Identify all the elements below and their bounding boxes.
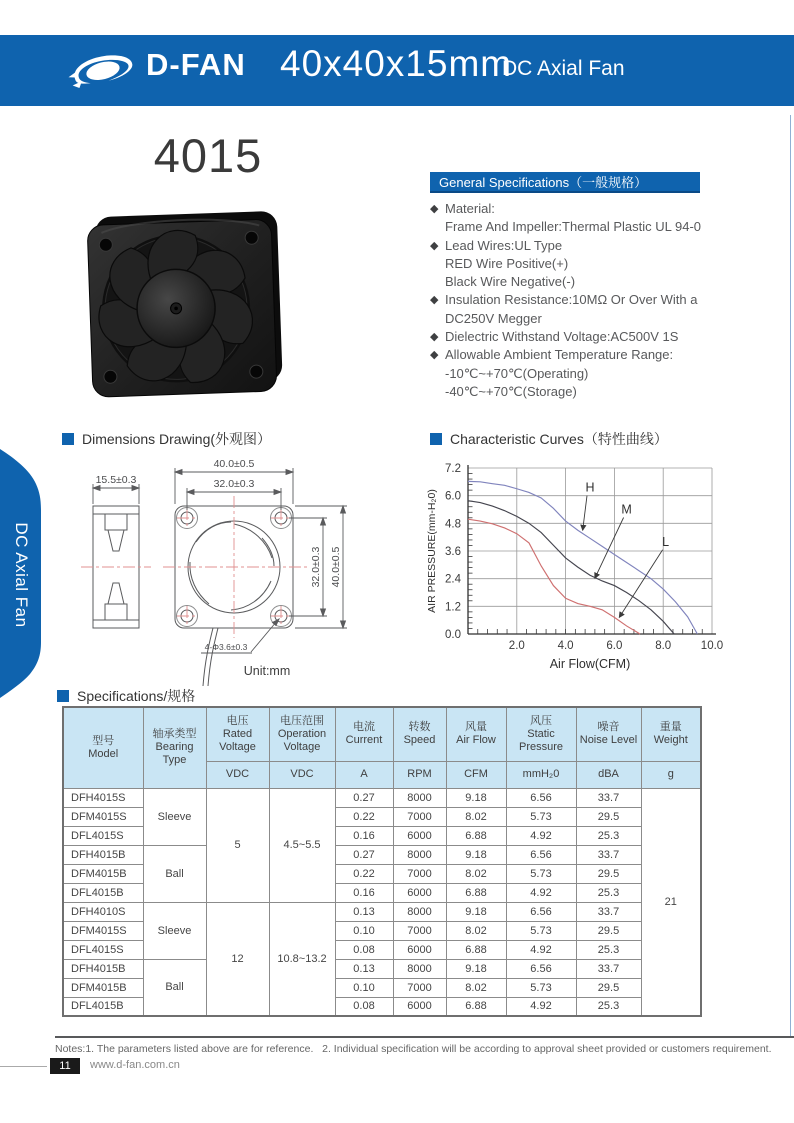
table-cell: 6000	[393, 997, 446, 1016]
brand-name: D-FAN	[146, 47, 246, 82]
table-cell: Sleeve	[143, 902, 206, 959]
y-axis-label: AIR PRESSURE(mm-H₂0)	[426, 489, 438, 613]
x-tick-label: 10.0	[700, 640, 724, 652]
table-cell: 6.56	[506, 959, 576, 978]
table-cell: 8000	[393, 902, 446, 921]
x-tick-label: 6.0	[606, 640, 623, 652]
table-cell: 4.92	[506, 940, 576, 959]
brand-logo-icon	[62, 49, 142, 93]
table-cell: DFM4015B	[63, 978, 143, 997]
table-cell: 25.3	[576, 997, 641, 1016]
dim-outer-height: 40.0±0.5	[330, 546, 342, 588]
table-cell: 0.22	[335, 807, 393, 826]
table-cell: DFL4015S	[63, 826, 143, 845]
unit-header: g	[641, 761, 701, 788]
table-cell: DFM4015S	[63, 807, 143, 826]
table-cell: 0.10	[335, 978, 393, 997]
product-size-title: 40x40x15mm	[280, 43, 513, 84]
spec-line: ◆ Insulation Resistance:10MΩ Or Over With a	[430, 291, 760, 309]
table-cell: 0.27	[335, 845, 393, 864]
spec-line: Black Wire Negative(-)	[445, 274, 576, 290]
table-cell: 5.73	[506, 978, 576, 997]
x-tick-label: 4.0	[557, 640, 574, 652]
dimensions-section-title: Dimensions Drawing(外观图）	[82, 431, 272, 447]
table-cell: 33.7	[576, 902, 641, 921]
footer-line	[0, 1066, 47, 1067]
table-cell: 29.5	[576, 864, 641, 883]
table-cell: 7000	[393, 864, 446, 883]
x-tick-label: 2.0	[508, 640, 525, 652]
notes-divider	[55, 1036, 794, 1038]
table-cell: 5.73	[506, 807, 576, 826]
table-cell: 8000	[393, 788, 446, 807]
table-cell: 6.56	[506, 788, 576, 807]
spec-line: RED Wire Positive(+)	[445, 255, 569, 271]
table-cell: 9.18	[446, 902, 506, 921]
table-cell: 21	[641, 788, 701, 1016]
diamond-bullet-icon: ◆	[430, 203, 439, 215]
spec-line: ◆ Material:	[430, 200, 760, 218]
unit-header: mmH₂0	[506, 761, 576, 788]
table-cell: 33.7	[576, 845, 641, 864]
table-cell: 7000	[393, 978, 446, 997]
table-cell: 6.88	[446, 826, 506, 845]
col-header: 风量 Air Flow	[446, 707, 506, 761]
table-row	[63, 788, 701, 807]
spec-line: ◆ Allowable Ambient Temperature Range:	[430, 346, 760, 364]
diamond-bullet-icon: ◆	[430, 294, 439, 307]
dim-hole-pitch-width: 32.0±0.3	[213, 478, 255, 490]
table-cell: DFH4015S	[63, 788, 143, 807]
table-cell: DFH4010S	[63, 902, 143, 921]
characteristic-curves-chart	[424, 454, 736, 687]
table-cell: 25.3	[576, 940, 641, 959]
table-cell: 0.16	[335, 826, 393, 845]
table-cell: 9.18	[446, 845, 506, 864]
curve-label-H: H	[585, 480, 595, 495]
y-tick-label: 3.6	[445, 546, 461, 558]
table-cell: DFM4015B	[63, 864, 143, 883]
dim-outer-width: 40.0±0.5	[213, 458, 255, 470]
unit-header: CFM	[446, 761, 506, 788]
table-cell: DFL4015B	[63, 883, 143, 902]
table-cell: 0.22	[335, 864, 393, 883]
table-cell: 12	[206, 902, 269, 1016]
table-cell: DFH4015B	[63, 845, 143, 864]
table-row	[63, 902, 701, 921]
y-tick-label: 1.2	[445, 601, 461, 614]
table-cell: 25.3	[576, 883, 641, 902]
table-cell: 6000	[393, 826, 446, 845]
table-cell: 8000	[393, 959, 446, 978]
diamond-bullet-icon: ◆	[430, 349, 439, 362]
table-cell: DFM4015S	[63, 921, 143, 940]
section-bullet-icon	[57, 690, 69, 702]
unit-header: dBA	[576, 761, 641, 788]
side-tab-label: DC Axial Fan	[12, 522, 31, 628]
spec-line: -40℃~+70℃(Storage)	[445, 383, 577, 399]
table-cell: 29.5	[576, 807, 641, 826]
table-cell: 9.18	[446, 959, 506, 978]
table-cell: 4.92	[506, 997, 576, 1016]
table-cell: 10.8~13.2	[269, 902, 335, 1016]
dimensions-drawing	[55, 454, 420, 694]
table-cell: 33.7	[576, 959, 641, 978]
table-cell: 0.08	[335, 997, 393, 1016]
table-cell: 6.88	[446, 997, 506, 1016]
table-cell: 8.02	[446, 978, 506, 997]
table-cell: Ball	[143, 845, 206, 902]
table-cell: 5.73	[506, 864, 576, 883]
dim-hole-note: 4-Φ3.6±0.3	[204, 642, 248, 652]
table-cell: DFL4015S	[63, 940, 143, 959]
table-cell: 8000	[393, 845, 446, 864]
dim-hole-pitch-height: 32.0±0.3	[310, 546, 322, 588]
y-tick-label: 2.4	[445, 573, 461, 586]
table-cell: 0.10	[335, 921, 393, 940]
table-cell: 0.13	[335, 959, 393, 978]
curve-M	[468, 501, 674, 634]
table-cell: 8.02	[446, 864, 506, 883]
header-bar	[0, 35, 794, 106]
col-header: 型号 Model	[63, 707, 143, 788]
website-text: www.d-fan.com.cn	[90, 1059, 180, 1071]
table-cell: 8.02	[446, 807, 506, 826]
table-cell: 5.73	[506, 921, 576, 940]
table-cell: 33.7	[576, 788, 641, 807]
y-tick-label: 7.2	[445, 463, 461, 475]
diamond-bullet-icon: ◆	[430, 239, 439, 252]
diamond-bullet-icon: ◆	[430, 331, 439, 344]
table-cell: 6000	[393, 940, 446, 959]
table-cell: Sleeve	[143, 788, 206, 845]
spec-line: Frame And Impeller:Thermal Plastic UL 94-0	[445, 219, 702, 235]
table-row	[63, 959, 701, 978]
dimensions-section-header	[62, 429, 271, 449]
table-cell: 4.92	[506, 826, 576, 845]
y-tick-label: 4.8	[445, 518, 461, 531]
table-cell: 29.5	[576, 978, 641, 997]
x-tick-label: 8.0	[655, 640, 672, 652]
specifications-table	[62, 706, 702, 1017]
table-cell: 5	[206, 788, 269, 902]
col-header: 电压 Rated Voltage	[206, 707, 269, 761]
table-cell: 6.88	[446, 940, 506, 959]
spec-section-header	[57, 686, 195, 706]
curves-section-title: Characteristic Curves（特性曲线）	[450, 431, 668, 447]
section-bullet-icon	[430, 433, 442, 445]
spec-line: ◆ Lead Wires:UL Type	[430, 237, 760, 255]
spec-line: DC250V Megger	[445, 310, 542, 326]
curve-label-L: L	[662, 534, 670, 549]
table-cell: 6.56	[506, 845, 576, 864]
page-number-badge: 11	[50, 1058, 80, 1074]
col-header: 噪音 Noise Level	[576, 707, 641, 761]
table-cell: Ball	[143, 959, 206, 1016]
table-cell: 29.5	[576, 921, 641, 940]
table-cell: 7000	[393, 807, 446, 826]
table-cell: 0.27	[335, 788, 393, 807]
table-cell: 0.08	[335, 940, 393, 959]
y-tick-label: 6.0	[445, 490, 461, 503]
table-cell: 0.13	[335, 902, 393, 921]
spec-line: ◆ Dielectric Withstand Voltage:AC500V 1S	[430, 328, 760, 346]
table-cell: 6.88	[446, 883, 506, 902]
x-axis-label: Air Flow(CFM)	[549, 657, 631, 671]
y-tick-label: 0.0	[445, 629, 461, 641]
col-header: 重量 Weight	[641, 707, 701, 761]
col-header: 电流 Current	[335, 707, 393, 761]
col-header: 风压 Static Pressure	[506, 707, 576, 761]
dim-side-width: 15.5±0.3	[95, 474, 137, 486]
table-cell: 6000	[393, 883, 446, 902]
col-header: 转数 Speed	[393, 707, 446, 761]
table-cell: 6.56	[506, 902, 576, 921]
col-header: 轴承类型 Bearing Type	[143, 707, 206, 788]
table-cell: DFL4015B	[63, 997, 143, 1016]
section-bullet-icon	[62, 433, 74, 445]
curve-label-M: M	[621, 502, 632, 517]
notes-text: Notes:1. The parameters listed above are for reference. 2. Individual specification will be according to approval sheet provided or customers requirement.	[55, 1043, 772, 1055]
product-type-subtitle: DC Axial Fan	[502, 57, 625, 80]
table-cell: 8.02	[446, 921, 506, 940]
right-border-rule	[790, 115, 791, 1036]
fan-product-image	[84, 210, 290, 407]
table-cell: DFH4015B	[63, 959, 143, 978]
unit-header: VDC	[269, 761, 335, 788]
general-specs-list	[430, 200, 760, 401]
dim-unit-label: Unit:mm	[243, 664, 291, 678]
table-cell: 9.18	[446, 788, 506, 807]
spec-line: -10℃~+70℃(Operating)	[445, 365, 589, 381]
table-cell: 4.92	[506, 883, 576, 902]
curves-section-header	[430, 429, 668, 449]
model-title: 4015	[153, 129, 263, 182]
unit-header: A	[335, 761, 393, 788]
table-cell: 4.5~5.5	[269, 788, 335, 902]
table-row	[63, 845, 701, 864]
table-cell: 25.3	[576, 826, 641, 845]
table-cell: 0.16	[335, 883, 393, 902]
unit-header: RPM	[393, 761, 446, 788]
spec-section-title: Specifications/规格	[77, 688, 196, 704]
table-cell: 7000	[393, 921, 446, 940]
general-specs-header: General Specifications（一般规格）	[430, 172, 700, 193]
unit-header: VDC	[206, 761, 269, 788]
col-header: 电压范围 Operation Voltage	[269, 707, 335, 761]
